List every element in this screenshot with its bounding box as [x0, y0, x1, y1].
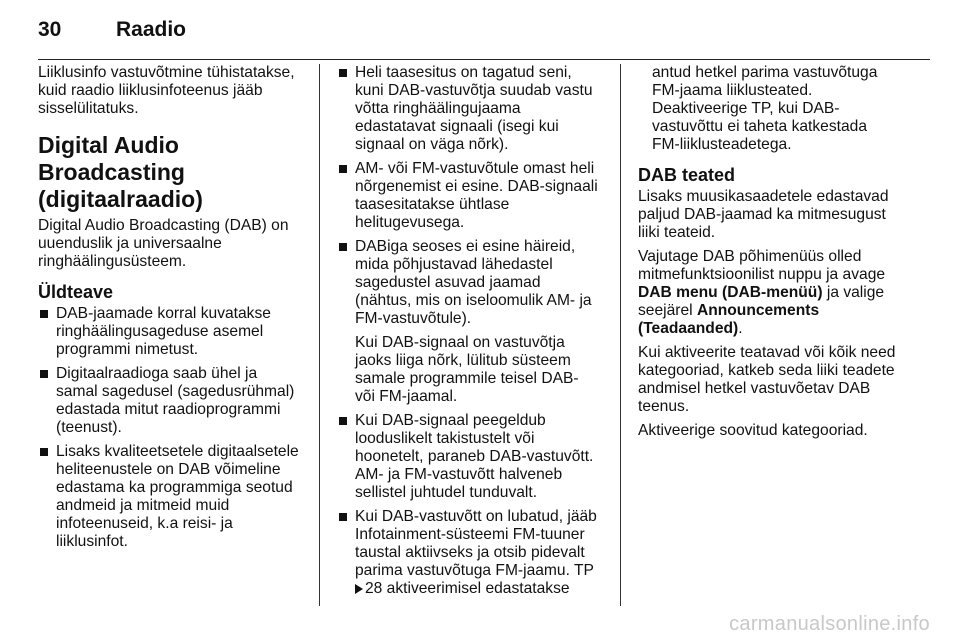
column-1	[38, 64, 306, 557]
paragraph: Kui aktiveerite teatavad või kõik need kategooriad, katkeb seda liiki teadete andmisel hetkel vastuvõetav DAB teenus.	[638, 344, 896, 415]
bullet-list	[38, 305, 306, 551]
intro-paragraph: Liiklusinfo vastuvõtmine tühistatakse, kuid raadio liiklusinfoteenus jääb sisselülitatuks.	[38, 64, 295, 117]
list-item: DABiga seoses ei esine häireid, mida põhjustavad lähedastel sagedustel asuvad jaamad (nähtus, mis on iseloomulik AM- ja FM-vastuvõtule).	[337, 238, 609, 328]
list-item: Lisaks kvaliteetsetele digitaalsetele heliteenustele on DAB võimeline edastama ka programmiga seotud andmeid ja mitmeid muid infoteenuseid, k.a reisi- ja liiklusinfot.	[38, 443, 306, 551]
subsection-heading: Üldteave	[38, 282, 114, 302]
list-item: Digitaalraadioga saab ühel ja samal sagedusel (sagedusrühmal) edastada mitut raadioprogrammi (teenust).	[38, 365, 306, 437]
paragraph: Vajutage DAB põhimenüüs olled mitmefunktsioonilist nuppu ja avage DAB menu (DAB-menüü) ja valige seejärel Announcements (Teadaanded).	[638, 248, 886, 337]
list-item: DAB-jaamade korral kuvatakse ringhäälingusageduse asemel programmi nimetust.	[38, 305, 306, 359]
page-number: 30	[38, 18, 62, 41]
paragraph: Aktiveerige soovitud kategooriad.	[638, 422, 868, 439]
cross-reference-link[interactable]: 28 aktiveerimisel edastatakse	[365, 580, 570, 597]
subsection-heading: DAB teated	[638, 165, 736, 185]
bullet-icon	[339, 243, 347, 251]
bullet-list	[337, 64, 609, 328]
list-item: Kui DAB-vastuvõtt on lubatud, jääb Infotainment-süsteemi FM-tuuner taustal aktiivseks ja otsib pidevalt parima vastuvõtuga FM-jaamu. TP 28 aktiveerimisel edastatakse	[337, 508, 609, 598]
dab-intro-paragraph: Digital Audio Broadcasting (DAB) on uuenduslik ja universaalne ringhäälingusüsteem.	[38, 217, 289, 270]
section-heading: Digital Audio Broadcasting (digitaalraadio)	[38, 132, 203, 212]
header-rule	[38, 59, 930, 60]
column-divider	[319, 64, 320, 606]
sub-paragraph: Kui DAB-signaal on vastuvõtja jaoks liiga nõrk, lülitub süsteem samale programmile teisel DAB- või FM-jaamal.	[355, 334, 579, 405]
list-item: AM- või FM-vastuvõtule omast heli nõrgenemist ei esine. DAB-signaali taasesitatakse ühtlase helitugevusega.	[337, 160, 609, 232]
paragraph: Lisaks muusikasaadetele edastavad paljud DAB-jaamad ka mitmesugust liiki teateid.	[638, 188, 889, 241]
page-header	[38, 18, 186, 42]
bullet-icon	[40, 370, 48, 378]
bullet-list	[337, 412, 609, 598]
bullet-icon	[339, 417, 347, 425]
column-3	[638, 64, 906, 446]
continued-paragraph: antud hetkel parima vastuvõtuga FM-jaama liiklusteated. Deaktiveerige TP, kui DAB- vastuvõttu ei taheta katkestada FM-liiklusteadetega.	[652, 64, 878, 153]
chapter-title: Raadio	[116, 18, 187, 41]
column-2	[337, 64, 609, 604]
column-divider	[620, 64, 621, 606]
bullet-icon	[40, 448, 48, 456]
list-item: Heli taasesitus on tagatud seni, kuni DAB-vastuvõtja suudab vastu võtta ringhäälingujaama edastatavat signaali (isegi kui signaal on väga nõrk).	[337, 64, 609, 154]
menu-item: Announcements	[696, 302, 820, 319]
list-item: Kui DAB-signaal peegeldub looduslikelt takistustelt või hoonetelt, paraneb DAB-vastuvõtt. AM- ja FM-vastuvõtt halveneb sellistel juhtudel tunduvalt.	[337, 412, 609, 502]
bullet-icon	[40, 310, 48, 318]
menu-item: (Teadaanded)	[638, 320, 739, 337]
bullet-icon	[339, 69, 347, 77]
bullet-icon	[339, 513, 347, 521]
watermark: carmanualsonline.info	[729, 613, 930, 635]
menu-name: DAB menu (DAB-menüü)	[638, 284, 823, 301]
bullet-icon	[339, 165, 347, 173]
cross-reference-icon	[355, 584, 363, 594]
